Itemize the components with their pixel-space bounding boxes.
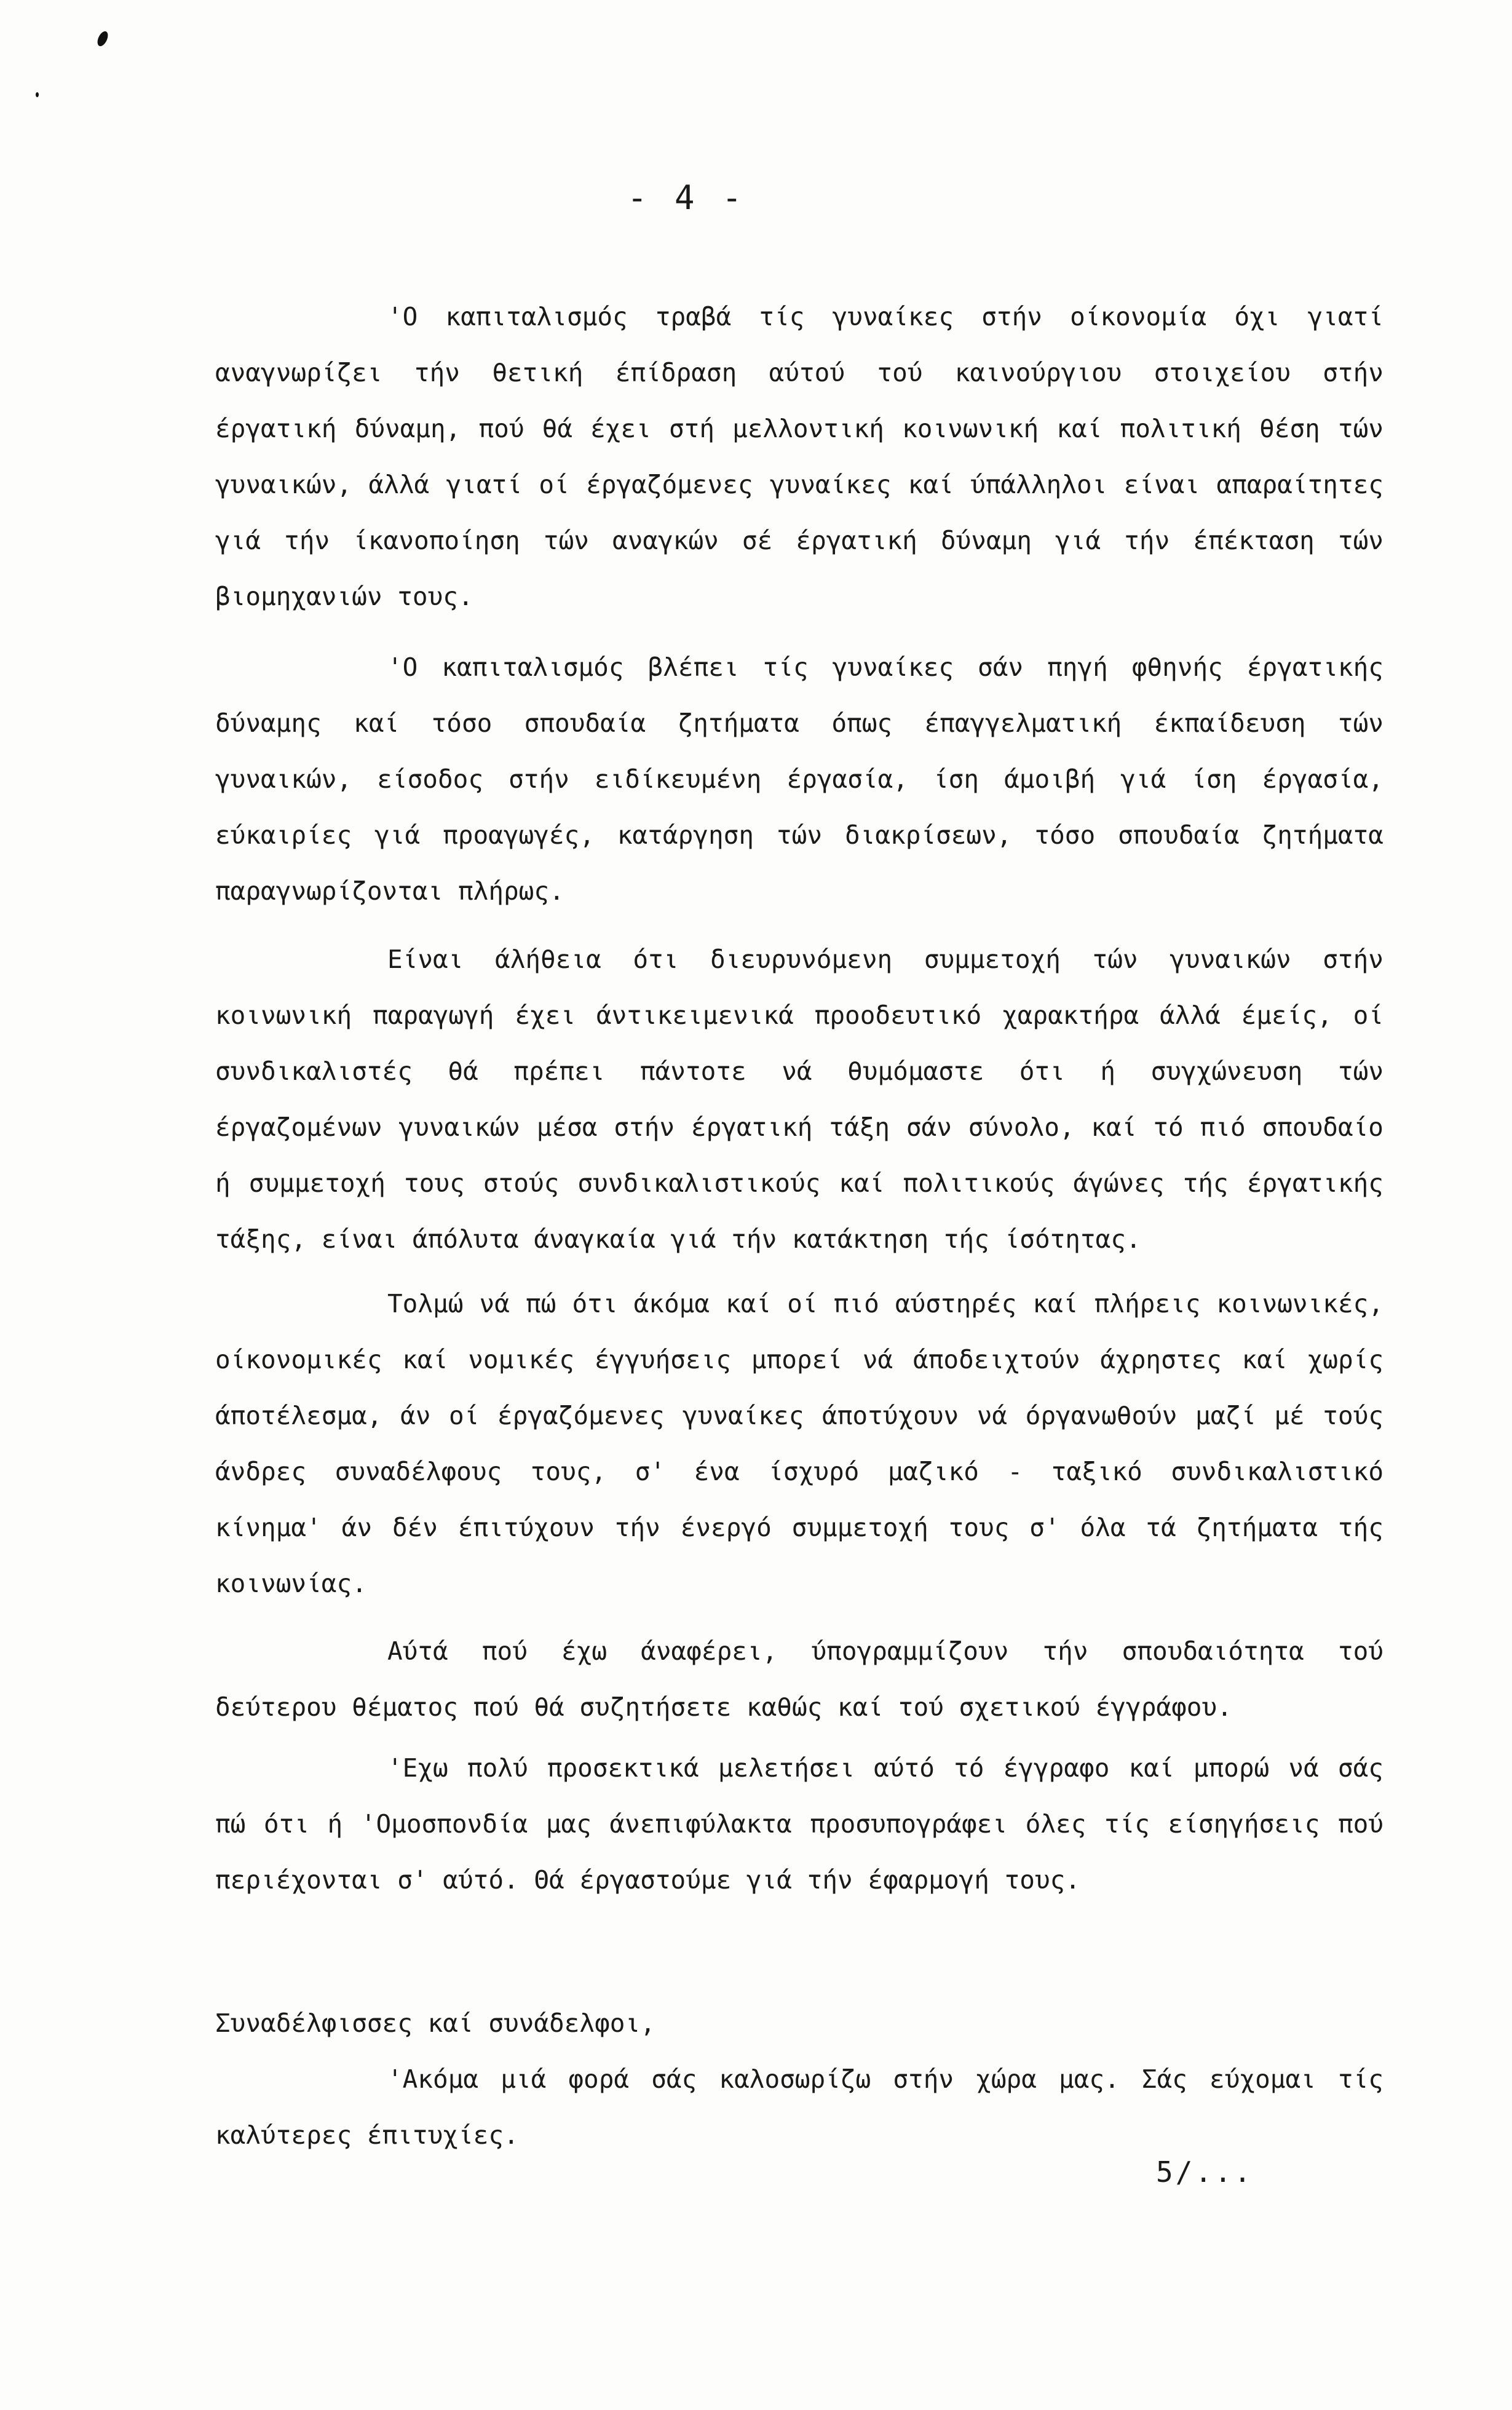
paragraph-text: Τολμώ νά πώ ότι άκόμα καί οί πιό αύστηρές καί πλήρεις κοινωνικές, οίκονομικές καί νομικές έγγυήσεις μπορεί νά άποδειχτούν άχρηστες καί χωρίς άποτέλεσμα, άν οί έργαζόμενες γυναίκες άποτύχουν νά όργανωθούν μαζί μέ τούς άνδρες συναδέλφους τους, σ' ένα ίσχυρό μαζικό - ταξικό συνδικαλιστικό κίνημα' άν δέν έπιτύχουν τήν ένεργό συμμετοχή τους σ' όλα τά ζητήματα τής κοινωνίας. xyxy=(215,1289,1383,1598)
paragraph-1 xyxy=(215,289,1383,625)
paragraph-5 xyxy=(215,1623,1383,1735)
ink-speck xyxy=(95,30,110,47)
paragraph-text: Είναι άλήθεια ότι διευρυνόμενη συμμετοχή τών γυναικών στήν κοινωνική παραγωγή έχει άντικειμενικά προοδευτικό χαρακτήρα άλλά έμείς, οί συνδικαλιστές θά πρέπει πάντοτε νά θυμόμαστε ότι ή συγχώνευση τών έργαζομένων γυναικών μέσα στήν έργατική τάξη σάν σύνολο, καί τό πιό σπουδαίο ή συμμετοχή τους στούς συνδικαλιστικούς καί πολιτικούς άγώνες τής έργατικής τάξης, είναι άπόλυτα άναγκαία γιά τήν κατάκτηση τής ίσότητας. xyxy=(215,945,1383,1254)
page-number: - 4 - xyxy=(627,178,746,217)
paragraph-text: Αύτά πού έχω άναφέρει, ύπογραμμίζουν τήν σπουδαιότητα τού δεύτερου θέματος πού θά συζητήσετε καθώς καί τού σχετικού έγγράφου. xyxy=(215,1636,1383,1722)
paragraph-2 xyxy=(215,640,1383,919)
paragraph-3 xyxy=(215,932,1383,1267)
paragraph-text: 'Εχω πολύ προσεκτικά μελετήσει αύτό τό έγγραφο καί μπορώ νά σάς πώ ότι ή 'Ομοσπονδία μας άνεπιφύλακτα προσυπογράφει όλες τίς είσηγήσεις πού περιέχονται σ' αύτό. Θά έργαστούμε γιά τήν έφαρμογή τους. xyxy=(215,1753,1383,1895)
paragraph-text: 'Ο καπιταλισμός βλέπει τίς γυναίκες σάν πηγή φθηνής έργατικής δύναμης καί τόσο σπουδαία ζητήματα όπως έπαγγελματική έκπαίδευση τών γυναικών, είσοδος στήν ειδίκευμένη έργασία, ίση άμοιβή γιά ίση έργασία, εύκαιρίες γιά προαγωγές, κατάργηση τών διακρίσεων, τόσο σπουδαία ζητήματα παραγνωρίζονται πλήρως. xyxy=(215,652,1383,906)
closing-text: 'Ακόμα μιά φορά σάς καλοσωρίζω στήν χώρα μας. Σάς εύχομαι τίς καλύτερες έπιτυχίες. xyxy=(215,2064,1383,2150)
salutation: Συναδέλφισσες καί συνάδελφοι, xyxy=(215,2008,655,2038)
closing-paragraph xyxy=(215,2051,1383,2163)
paragraph-4 xyxy=(215,1276,1383,1612)
ink-speck xyxy=(36,92,39,97)
continuation-mark: 5/... xyxy=(1156,2155,1254,2189)
paragraph-text: 'Ο καπιταλισμός τραβά τίς γυναίκες στήν οίκονομία όχι γιατί αναγνωρίζει τήν θετική έπίδραση αύτού τού καινούργιου στοιχείου στήν έργατική δύναμη, πού θά έχει στή μελλοντική κοινωνική καί πολιτική θέση τών γυναικών, άλλά γιατί οί έργαζόμενες γυναίκες καί ύπάλληλοι είναι απαραίτητες γιά τήν ίκανοποίηση τών αναγκών σέ έργατική δύναμη γιά τήν έπέκταση τών βιομηχανιών τους. xyxy=(215,302,1383,611)
paragraph-6 xyxy=(215,1740,1383,1908)
